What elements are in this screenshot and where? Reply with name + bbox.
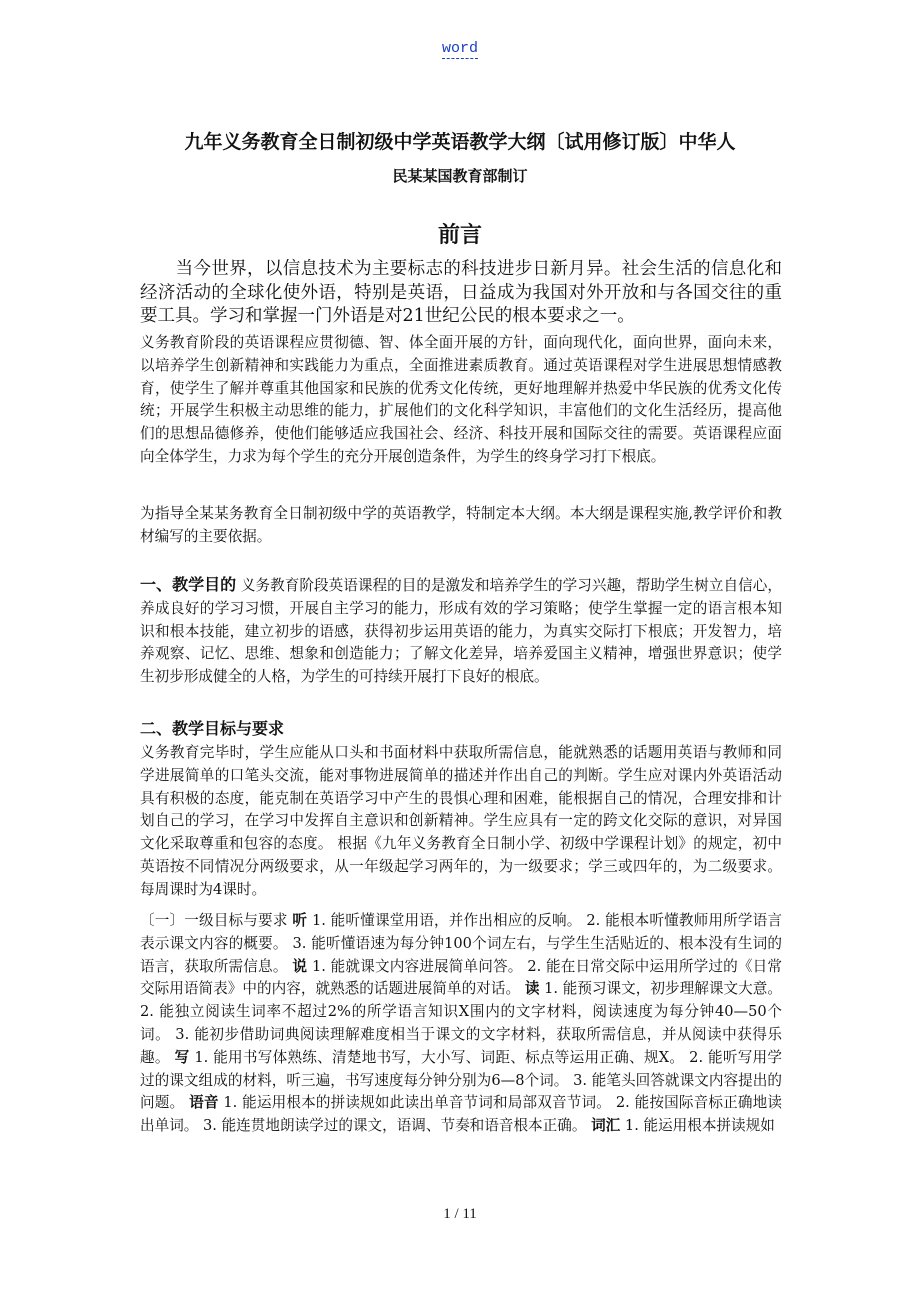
- listen-text: 1. 能听懂课堂用语，并作出相应的反响。 2. 能根本听懂教师用所学语言表示课文内容的概要。 3. 能听懂语速为每分钟100个词左右，与学生生活贴近的、根本没有生词的语言，获取所需信息。: [140, 912, 782, 975]
- header: [0, 40, 920, 57]
- level-1-intro: 〔一〕一级目标与要求: [140, 912, 293, 929]
- section-1-text: 义务教育阶段英语课程的目的是激发和培养学生的学习兴趣，帮助学生树立自信心，养成良好的学习习惯，开展自主学习的能力，形成有效的学习策略；使学生掌握一定的语言根本知识和根本技能，建立初步的语感，获得初步运用英语的能力，为真实交际打下根底；开发智力，培养观察、记忆、思维、想象和创造能力；了解文化差异，培养爱国主义精神，增强世界意识；使学生初步形成健全的人格，为学生的可持续开展打下良好的根底。: [140, 577, 782, 686]
- phonetics-text: 1. 能运用根本的拼读规如此读出单音节词和局部双音节词。 2. 能按国际音标正确地读出单词。 3. 能连贯地朗读学过的课文，语调、节奏和语音根本正确。: [140, 1094, 782, 1135]
- speak-label: 说: [292, 957, 308, 975]
- section-1-heading: 一、教学目的: [140, 575, 237, 594]
- word-link[interactable]: word: [441, 40, 478, 57]
- read-label: 读: [524, 980, 540, 998]
- level-1-paragraph: [140, 910, 782, 1138]
- vocab-text: 1. 能运用根本拼读规如: [620, 1117, 775, 1135]
- foreword-heading: 前言: [437, 223, 482, 248]
- page-indicator: 1 / 11: [443, 1206, 477, 1222]
- write-label: 写: [174, 1048, 190, 1066]
- section-2-heading: 二、教学目标与要求: [140, 719, 285, 738]
- foreword-paragraph-2: 义务教育阶段的英语课程应贯彻德、智、体全面开展的方针，面向现代化，面向世界，面向未来，以培养学生创新精神和实践能力为重点，全面推进素质教育。通过英语课程对学生进展思想情感教育，使学生了解并尊重其他国家和民族的优秀文化传统，更好地理解并热爱中华民族的优秀文化传统；开展学生积极主动思维的能力，扩展他们的文化科学知识，丰富他们的文化生活经历，提高他们的思想品德修养，使他们能够适应我国社会、经济、科技开展和国际交往的需要。英语课程应面向全体学生，力求为每个学生的充分开展创造条件，为学生的终身学习打下根底。: [140, 334, 782, 465]
- listen-label: 听: [292, 912, 308, 929]
- document-title-line-2: 民某某国教育部制订: [392, 167, 528, 185]
- vocab-label: 词汇: [591, 1117, 621, 1135]
- phonetics-label: 语音: [189, 1094, 219, 1112]
- foreword-paragraph-3: 为指导全某某务教育全日制初级中学的英语教学，特制定本大纲。本大纲是课程实施,教学评价和教材编写的主要依据。: [140, 505, 782, 545]
- read-text: 1. 能预习课文，初步理解课文大意。 2. 能独立阅读生词率不超过2%的所学语言知识X围内的文字材料，阅读速度为每分钟40—50个词。 3. 能初步借助词典阅读理解难度相当于课文的文字材料，获取所需信息，并从阅读中获得乐趣。: [140, 980, 782, 1066]
- write-text: 1. 能用书写体熟练、清楚地书写，大小写、词距、标点等运用正确、规X。 2. 能听写用学过的课文组成的材料，听三遍，书写速度每分钟分别为6—8个词。 3. 能笔头回答就课文内容提出的问题。: [140, 1048, 782, 1112]
- section-2-paragraph: 义务教育完毕时，学生应能从口头和书面材料中获取所需信息，能就熟悉的话题用英语与教师和同学进展简单的口笔头交流，能对事物进展简单的描述并作出自己的判断。学生应对课内外英语活动具有积极的态度，能克制在英语学习中产生的畏惧心理和困难，能根据自己的情况，合理安排和计划自己的学习，在学习中发挥自主意识和创新精神。学生应具有一定的跨文化交际的意识，对异国文化采取尊重和包容的态度。 根据《九年义务教育全日制小学、初级中学课程计划》的规定，初中英语按不同情况分两级要求，从一年级起学习两年的，为一级要求；学三或四年的，为二级要求。每周课时为4课时。: [140, 744, 782, 898]
- section-1-paragraph: [140, 574, 782, 689]
- speak-text: 1. 能就课文内容进展简单问答。 2. 能在日常交际中运用所学过的《日常交际用语简表》中的内容，就熟悉的话题进展简单的对话。: [140, 957, 782, 998]
- foreword-paragraph-1: 当今世界，以信息技术为主要标志的科技进步日新月异。社会生活的信息化和经济活动的全球化使外语，特别是英语，日益成为我国对外开放和与各国交往的重要工具。学习和掌握一门外语是对21世纪公民的根本要求之一。: [140, 259, 782, 326]
- document-title-line-1: 九年义务教育全日制初级中学英语教学大纲〔试用修订版〕中华人: [184, 131, 736, 153]
- section-2-heading-line: [140, 718, 782, 742]
